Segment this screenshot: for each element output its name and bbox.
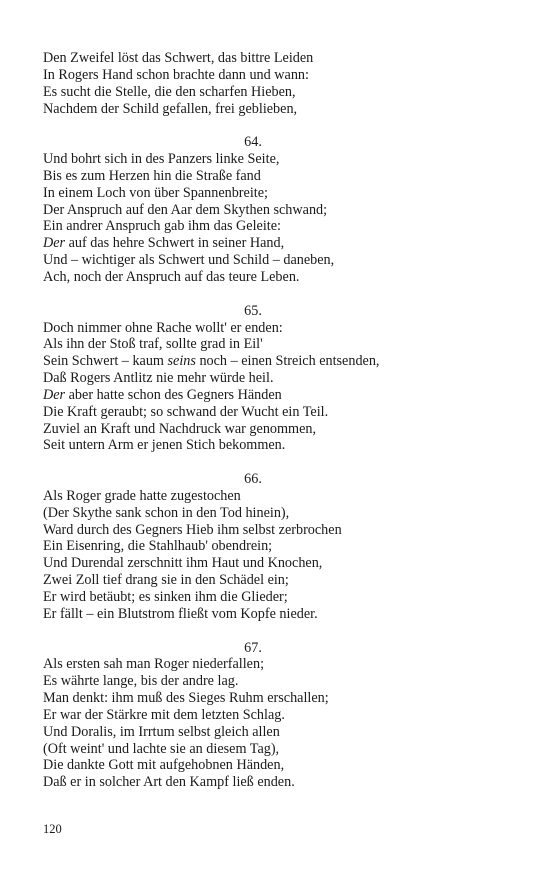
verse-line: Doch nimmer ohne Rache wollt' er enden: xyxy=(43,319,283,336)
stanza-number: 67. xyxy=(244,639,262,656)
verse-line xyxy=(43,387,463,404)
verse-line: Als Roger grade hatte zugestochen xyxy=(43,487,241,504)
verse-line: Er wird betäubt; es sinken ihm die Glieder; xyxy=(43,589,288,605)
verse-line: Die dankte Gott mit aufgehobnen Händen, xyxy=(43,757,285,774)
verse-line: Daß Rogers Antlitz nie mehr würde heil. xyxy=(43,370,274,387)
verse-emphasis: Der xyxy=(43,235,66,252)
verse-line: Und – wichtiger als Schwert und Schild – daneben, xyxy=(43,252,335,269)
verse-line: Seit untern Arm er jenen Stich bekommen. xyxy=(43,437,286,454)
verse-line: Daß er in solcher Art den Kampf ließ enden. xyxy=(43,774,295,791)
verse-line: (Oft weint' und lachte sie an diesem Tag), xyxy=(43,740,280,757)
verse-line: Und Durendal zerschnitt ihm Haut und Knochen, xyxy=(43,555,323,572)
verse-line: Und bohrt sich in des Panzers linke Seite, xyxy=(43,151,280,168)
stanza-number: 66. xyxy=(244,471,262,488)
stanza xyxy=(43,134,463,286)
verse-line xyxy=(43,353,463,370)
verse-line: Zwei Zoll tief drang sie in den Schädel ein; xyxy=(43,572,289,589)
verse-line: Der Anspruch auf den Aar dem Skythen schwand; xyxy=(43,201,328,218)
verse-emphasis: seins xyxy=(167,353,196,370)
verse-line: Er war der Stärkre mit dem letzten Schlag. xyxy=(43,706,285,723)
stanza xyxy=(43,50,463,117)
verse-text: Sein Schwert – kaum xyxy=(43,353,168,370)
verse-line: Ein andrer Anspruch gab ihm das Geleite: xyxy=(43,218,281,235)
verse-line: Ein Eisenring, die Stahlhaub' obendrein; xyxy=(43,538,273,555)
verse-line: Man denkt: ihm muß des Sieges Ruhm erschallen; xyxy=(43,690,329,707)
stanza xyxy=(43,640,463,792)
verse-line: Als ihn der Stoß traf, sollte grad in Eil' xyxy=(43,336,263,353)
verse-line: Bis es zum Herzen hin die Straße fand xyxy=(43,167,261,184)
stanza-number: 64. xyxy=(244,134,262,151)
page-number: 120 xyxy=(43,822,62,836)
verse-line: (Der Skythe sank schon in den Tod hinein), xyxy=(43,504,290,521)
stanza-number: 65. xyxy=(244,302,262,319)
verse-text: aber hatte schon des Gegners Händen xyxy=(65,386,282,403)
verse-line: In Rogers Hand schon brachte dann und wann: xyxy=(43,66,309,83)
verse-text: noch – einen Streich entsenden, xyxy=(195,353,380,370)
verse-line: Er fällt – ein Blutstrom fließt vom Kopfe nieder. xyxy=(43,605,318,622)
verse-line: Ach, noch der Anspruch auf das teure Leben. xyxy=(43,268,300,285)
stanza xyxy=(43,303,463,455)
verse-line: Es sucht die Stelle, die den scharfen Hieben, xyxy=(43,83,296,100)
verse-text: auf das hehre Schwert in seiner Hand, xyxy=(65,235,285,252)
verse-line: Den Zweifel löst das Schwert, das bittre Leiden xyxy=(43,50,314,66)
verse-emphasis: Der xyxy=(43,386,66,403)
verse-line: Und Doralis, im Irrtum selbst gleich allen xyxy=(43,723,280,740)
stanza xyxy=(43,471,463,623)
verse-line: In einem Loch von über Spannenbreite; xyxy=(43,184,268,201)
verse-line: Als ersten sah man Roger niederfallen; xyxy=(43,656,265,673)
verse-line: Nachdem der Schild gefallen, frei geblieben, xyxy=(43,100,298,117)
verse-line: Es währte lange, bis der andre lag. xyxy=(43,673,239,690)
verse-line: Zuviel an Kraft und Nachdruck war genommen, xyxy=(43,420,317,437)
verse-line: Die Kraft geraubt; so schwand der Wucht ein Teil. xyxy=(43,403,329,420)
poem-text xyxy=(43,50,463,791)
verse-line xyxy=(43,235,463,252)
verse-line: Ward durch des Gegners Hieb ihm selbst zerbrochen xyxy=(43,521,342,538)
